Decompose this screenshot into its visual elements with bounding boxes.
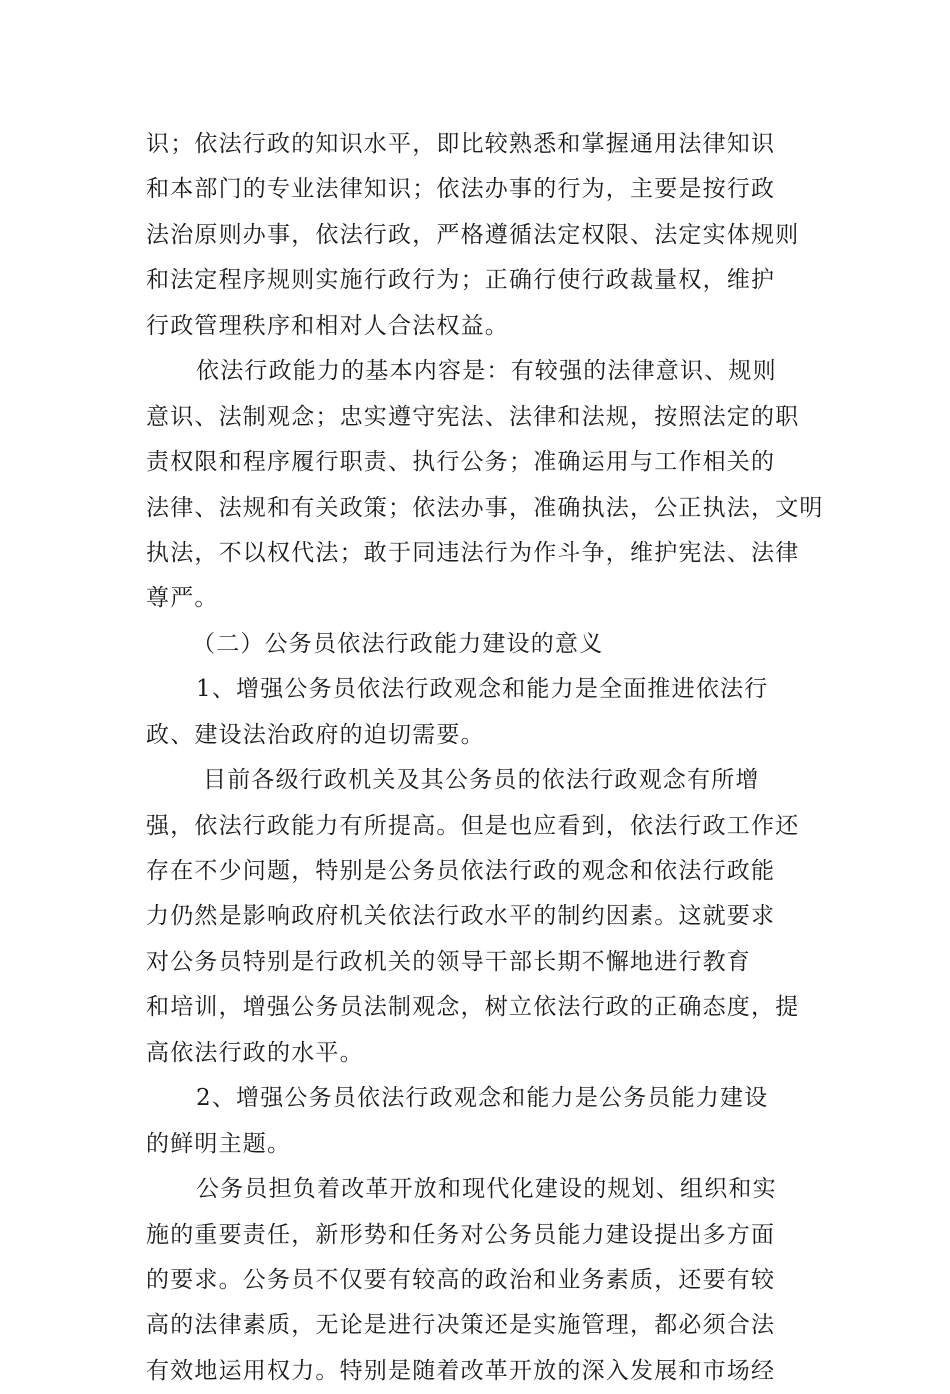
text-line: 法治原则办事，依法行政，严格遵循法定权限、法定实体规则 bbox=[146, 221, 800, 248]
text-line: 尊严。 bbox=[146, 585, 219, 612]
text-line: 施的重要责任，新形势和任务对公务员能力建设提出多方面 bbox=[146, 1221, 776, 1248]
section-heading: （二）公务员依法行政能力建设的意义 bbox=[192, 630, 604, 657]
text-line: 和法定程序规则实施行政行为；正确行使行政裁量权，维护 bbox=[146, 267, 776, 294]
subsection-heading-start: 2、增强公务员依法行政观念和能力是公务员能力建设 bbox=[196, 1085, 769, 1112]
text-line: 责权限和程序履行职责、执行公务；准确运用与工作相关的 bbox=[146, 449, 776, 476]
subsection-heading-start: 1、增强公务员依法行政观念和能力是全面推进依法行 bbox=[196, 676, 769, 703]
text-line: 高的法律素质，无论是进行决策还是实施管理，都必须合法 bbox=[146, 1312, 776, 1339]
paragraph-start-line: 目前各级行政机关及其公务员的依法行政观念有所增 bbox=[203, 767, 760, 794]
text-line: 和本部门的专业法律知识；依法办事的行为，主要是按行政 bbox=[146, 176, 776, 203]
text-line: 法律、法规和有关政策；依法办事，准确执法，公正执法，文明 bbox=[146, 494, 824, 521]
text-line: 强，依法行政能力有所提高。但是也应看到，依法行政工作还 bbox=[146, 812, 800, 839]
paragraph-start-line: 依法行政能力的基本内容是：有较强的法律意识、规则 bbox=[196, 358, 777, 385]
text-line: 和培训，增强公务员法制观念，树立依法行政的正确态度，提 bbox=[146, 994, 800, 1021]
text-line: 执法，不以权代法；敢于同违法行为作斗争，维护宪法、法律 bbox=[146, 539, 800, 566]
text-line: 的鲜明主题。 bbox=[146, 1130, 292, 1157]
text-line: 力仍然是影响政府机关依法行政水平的制约因素。这就要求 bbox=[146, 903, 776, 930]
paragraph-start-line: 公务员担负着改革开放和现代化建设的规划、组织和实 bbox=[196, 1176, 777, 1203]
text-line: 行政管理秩序和相对人合法权益。 bbox=[146, 312, 509, 339]
text-line: 有效地运用权力。特别是随着改革开放的深入发展和市场经 bbox=[146, 1357, 776, 1384]
document-body bbox=[146, 122, 824, 1394]
text-line: 高依法行政的水平。 bbox=[146, 1039, 364, 1066]
text-line: 政、建设法治政府的迫切需要。 bbox=[146, 721, 485, 748]
text-line: 识；依法行政的知识水平，即比较熟悉和掌握通用法律知识 bbox=[146, 131, 776, 157]
text-line: 的要求。公务员不仅要有较高的政治和业务素质，还要有较 bbox=[146, 1266, 776, 1293]
text-line: 存在不少问题，特别是公务员依法行政的观念和依法行政能 bbox=[146, 858, 776, 884]
text-line: 对公务员特别是行政机关的领导干部长期不懈地进行教育 bbox=[146, 948, 751, 975]
text-line: 意识、法制观念；忠实遵守宪法、法律和法规，按照法定的职 bbox=[146, 403, 800, 430]
